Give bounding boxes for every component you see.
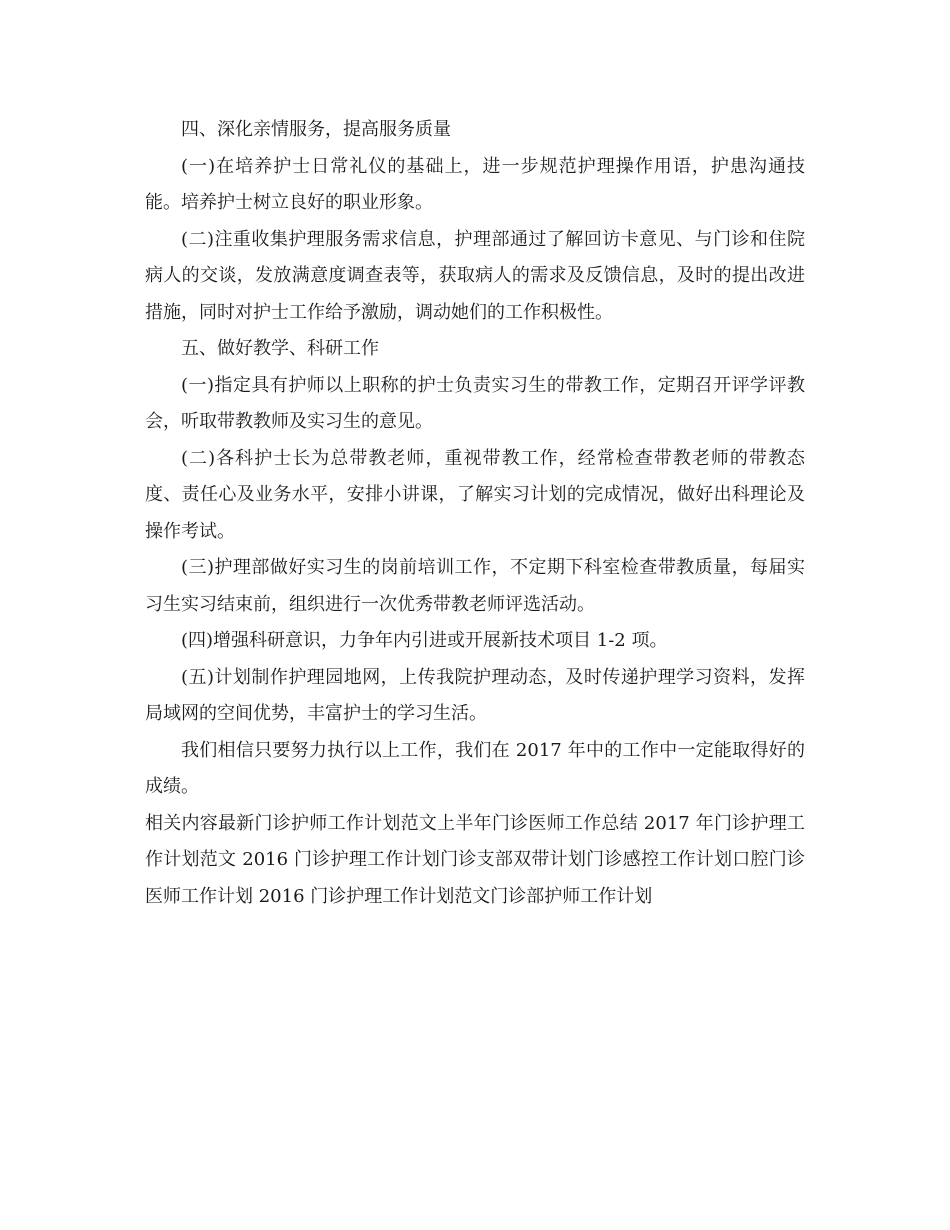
related-content: 相关内容最新门诊护师工作计划范文上半年门诊医师工作总结 2017 年门诊护理工作计划范文 2016 门诊护理工作计划门诊支部双带计划门诊感控工作计划口腔门诊医师工作计划 2016 门诊护理工作计划范文门诊部护师工作计划 xyxy=(145,812,805,907)
document-page xyxy=(145,112,805,915)
closing-paragraph: 我们相信只要努力执行以上工作，我们在 2017 年中的工作中一定能取得好的成绩。 xyxy=(145,739,805,797)
paragraph-4-1: (一)在培养护士日常礼仪的基础上，进一步规范护理操作用语，护患沟通技能。培养护士树立良好的职业形象。 xyxy=(145,155,805,213)
section-heading-5: 五、做好教学、科研工作 xyxy=(181,338,379,359)
paragraph-5-2: (二)各科护士长为总带教老师，重视带教工作，经常检查带教老师的带教态度、责任心及业务水平，安排小讲课，了解实习计划的完成情况，做好出科理论及操作考试。 xyxy=(145,447,805,542)
paragraph-4-2: (二)注重收集护理服务需求信息，护理部通过了解回访卡意见、与门诊和住院病人的交谈，发放满意度调查表等，获取病人的需求及反馈信息，及时的提出改进措施，同时对护士工作给予激励，调动她们的工作积极性。 xyxy=(145,228,805,323)
paragraph-5-1: (一)指定具有护师以上职称的护士负责实习生的带教工作，定期召开评学评教会，听取带教教师及实习生的意见。 xyxy=(145,374,805,432)
paragraph-5-3: (三)护理部做好实习生的岗前培训工作，不定期下科室检查带教质量，每届实习生实习结束前，组织进行一次优秀带教老师评选活动。 xyxy=(145,557,805,615)
paragraph-5-4: (四)增强科研意识，力争年内引进或开展新技术项目 1-2 项。 xyxy=(181,630,668,651)
paragraph-5-5: (五)计划制作护理园地网，上传我院护理动态，及时传递护理学习资料，发挥局域网的空间优势，丰富护士的学习生活。 xyxy=(145,666,805,724)
section-heading-4: 四、深化亲情服务，提高服务质量 xyxy=(181,119,451,140)
